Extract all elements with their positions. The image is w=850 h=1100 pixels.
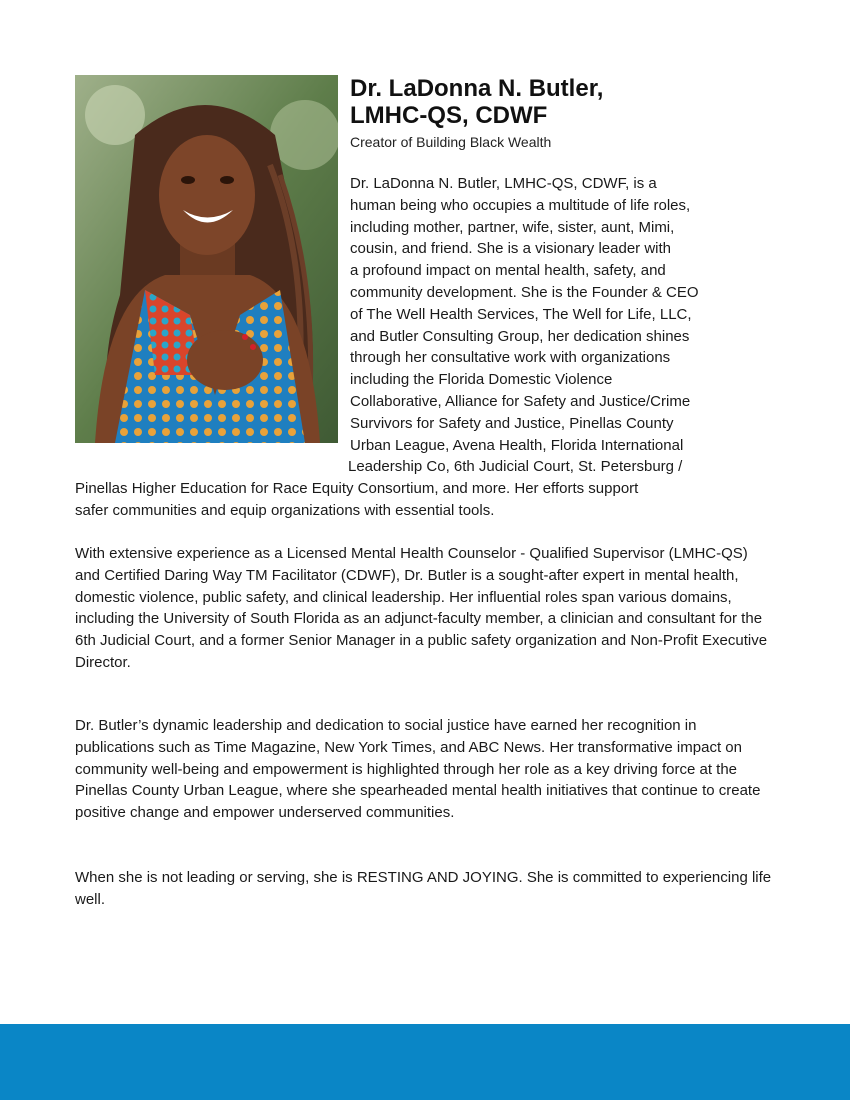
profile-name xyxy=(350,75,790,129)
portrait-illustration xyxy=(75,75,338,443)
bio-line: Leadership Co, 6th Judicial Court, St. Petersburg / xyxy=(348,458,683,476)
bio-line: Survivors for Safety and Justice, Pinellas County xyxy=(350,414,674,432)
profile-name-line2: LMHC-QS, CDWF xyxy=(350,102,548,129)
profile-photo xyxy=(75,75,338,443)
bio-line: including the Florida Domestic Violence xyxy=(350,371,613,389)
profile-name-line1: Dr. LaDonna N. Butler, xyxy=(350,75,604,102)
bio-line: human being who occupies a multitude of life roles, xyxy=(350,196,691,214)
bio-line: Dr. LaDonna N. Butler, LMHC-QS, CDWF, is a xyxy=(350,175,657,192)
bio-line: community development. She is the Founder & CEO xyxy=(350,284,699,301)
paragraph-personal: When she is not leading or serving, she is RESTING AND JOYING. She is committed to experiencing life well. xyxy=(75,869,772,908)
bio-line: Urban League, Avena Health, Florida International xyxy=(350,436,684,454)
bio-line: safer communities and equip organizations with essential tools. xyxy=(75,502,495,519)
footer-bar xyxy=(0,1024,850,1100)
paragraph-recognition: Dr. Butler’s dynamic leadership and dedication to social justice have earned her recognition in publications such as Time Magazine, New York Times, and ABC News. Her transformative impact on community well-being and empowerment is highlighted through her role as a key driving force at the Pinellas County Urban League, where she spearheaded mental health initiatives that continue to create positive change and empower underserved communities. xyxy=(75,717,761,822)
bio-line: and Butler Consulting Group, her dedication shines xyxy=(350,327,690,345)
paragraph-experience: With extensive experience as a Licensed Mental Health Counselor - Qualified Supervisor (LMHC-QS) and Certified Daring Way TM Facilitator (CDWF), Dr. Butler is a sought-after expert in mental health, domestic violence, public safety, and clinical leadership. Her influential roles span various domains, including the University of South Florida as an adjunct-faculty member, a clinician and consultant for the 6th Judicial Court, and a former Senior Manager in a public safety organization and Non-Profit Executive Director. xyxy=(75,545,768,671)
bio-line: a profound impact on mental health, safety, and xyxy=(350,262,666,280)
bio-line: of The Well Health Services, The Well for Life, LLC, xyxy=(350,305,692,323)
bio-line: Collaborative, Alliance for Safety and Justice/Crime xyxy=(350,393,691,410)
bio-line: through her consultative work with organizations xyxy=(350,349,671,367)
bio-line: including mother, partner, wife, sister, aunt, Mimi, xyxy=(350,218,675,236)
profile-subtitle: Creator of Building Black Wealth xyxy=(350,134,552,150)
bio-line: Pinellas Higher Education for Race Equity Consortium, and more. Her efforts support xyxy=(75,480,639,498)
bio-line: cousin, and friend. She is a visionary leader with xyxy=(350,240,672,258)
